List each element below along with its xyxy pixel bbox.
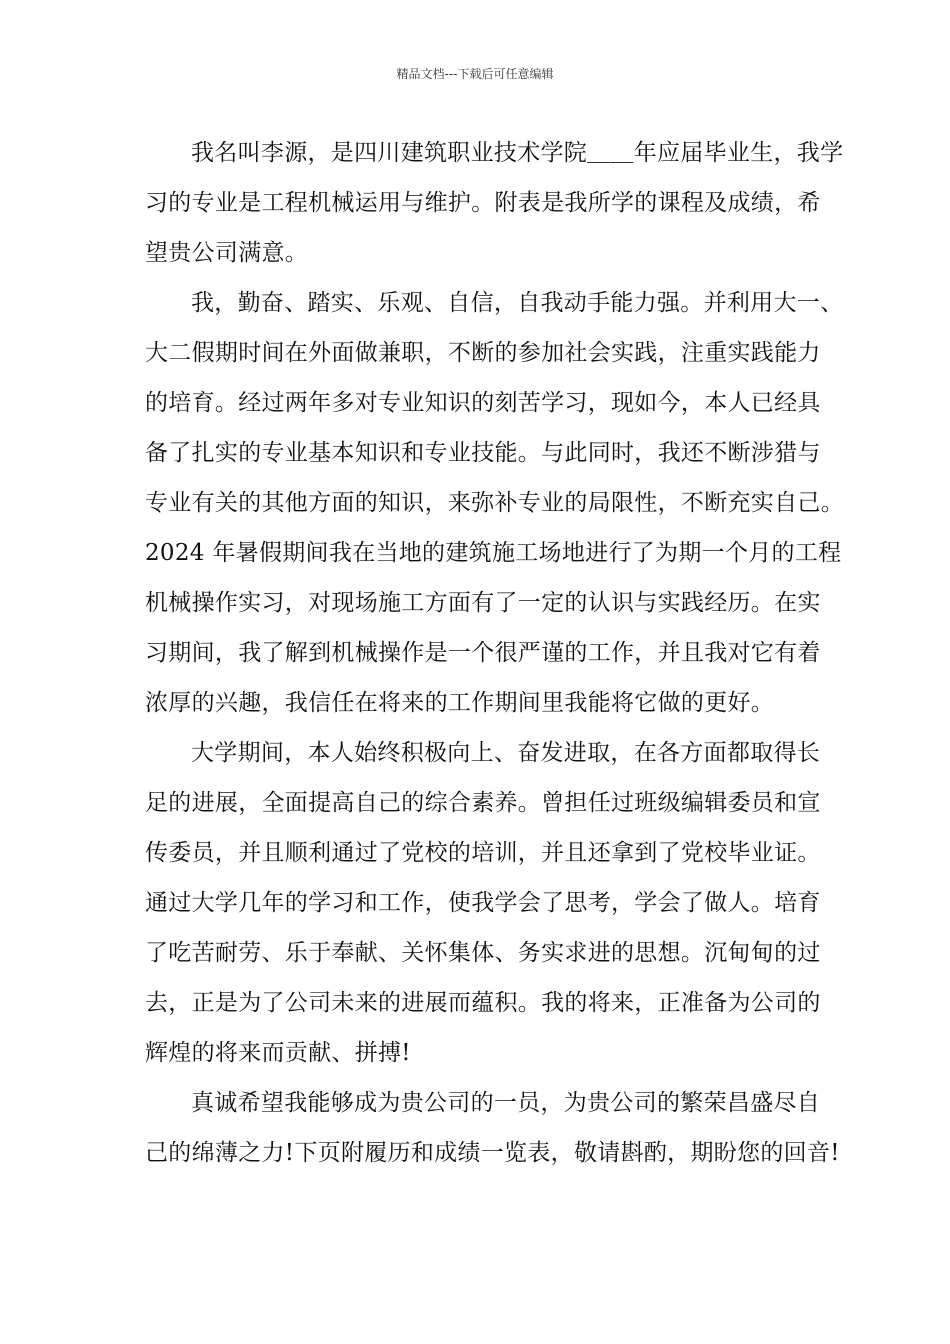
text-line: 专业有关的其他方面的知识，来弥补专业的局限性，不断充实自己。 <box>145 490 844 516</box>
paragraph-university <box>145 733 830 1083</box>
text-line: 习期间，我了解到机械操作是一个很严谨的工作，并且我对它有着 <box>145 640 821 666</box>
text-line: 浓厚的兴趣，我信任在将来的工作期间里我能将它做的更好。 <box>145 690 775 716</box>
paragraph-personality <box>145 283 844 733</box>
text-line: 备了扎实的专业基本知识和专业技能。与此同时，我还不断涉猎与 <box>145 440 821 466</box>
text-line: 望贵公司满意。 <box>145 240 309 266</box>
text-line: 己的绵薄之力!下页附履历和成绩一览表，敬请斟酌，期盼您的回音! <box>145 1140 840 1166</box>
text-line: 的培育。经过两年多对专业知识的刻苦学习，现如今，本人已经具 <box>145 390 821 416</box>
text-line: 我，勤奋、踏实、乐观、自信，自我动手能力强。并利用大一、 <box>191 290 844 316</box>
paragraph-intro <box>145 133 844 283</box>
text-line: 足的进展，全面提高自己的综合素养。曾担任过班级编辑委员和宣 <box>145 790 821 816</box>
text-line: 大二假期时间在外面做兼职，不断的参加社会实践，注重实践能力 <box>145 340 821 366</box>
paragraph-closing <box>145 1083 840 1183</box>
text-line: 通过大学几年的学习和工作，使我学会了思考，学会了做人。培育 <box>145 890 821 916</box>
text-line: 了吃苦耐劳、乐于奉献、关怀集体、务实求进的思想。沉甸甸的过 <box>145 940 821 966</box>
text-line: 习的专业是工程机械运用与维护。附表是我所学的课程及成绩，希 <box>145 190 821 216</box>
text-line: 传委员，并且顺利通过了党校的培训，并且还拿到了党校毕业证。 <box>145 840 821 866</box>
page-header: 精品文档---下载后可任意编辑 <box>396 67 554 81</box>
text-line: 真诚希望我能够成为贵公司的一员，为贵公司的繁荣昌盛尽自 <box>191 1090 821 1116</box>
text-line: 去，正是为了公司未来的进展而蕴积。我的将来，正准备为公司的 <box>145 990 821 1016</box>
text-line: 我名叫李源，是四川建筑职业技术学院＿＿年应届毕业生，我学 <box>191 140 844 166</box>
text-line: 辉煌的将来而贡献、拼搏! <box>145 1040 411 1066</box>
text-line: 2024 年暑假期间我在当地的建筑施工场地进行了为期一个月的工程 <box>145 540 842 566</box>
text-line: 机械操作实习，对现场施工方面有了一定的认识与实践经历。在实 <box>145 590 821 616</box>
document-body <box>145 133 844 1183</box>
text-line: 大学期间，本人始终积极向上、奋发进取，在各方面都取得长 <box>191 740 821 766</box>
